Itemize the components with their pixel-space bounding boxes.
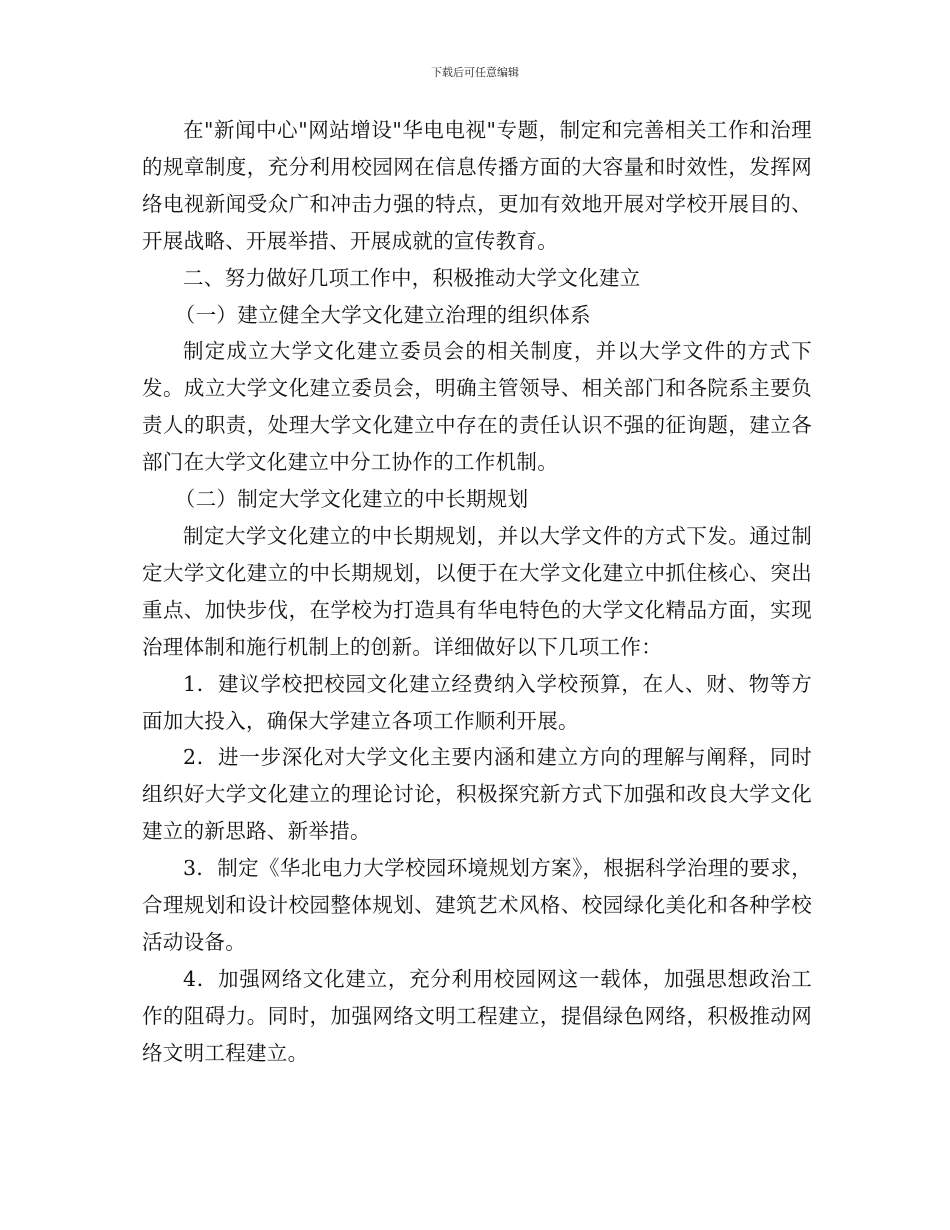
list-item-1: 1．建议学校把校园文化建立经费纳入学校预算，在人、财、物等方面加大投入，确保大学建立各项工作顺利开展。 <box>142 671 812 733</box>
section-heading-2: 二、努力做好几项工作中，积极推动大学文化建立 <box>183 265 641 290</box>
list-item-2: 2．进一步深化对大学文化主要内涵和建立方向的理解与阐释，同时组织好大学文化建立的理论讨论，积极探究新方式下加强和改良大学文化建立的新思路、新举措。 <box>142 745 812 844</box>
paragraph-news-center: 在"新闻中心"网站增设"华电电视"专题，制定和完善相关工作和治理的规章制度，充分利用校园网在信息传播方面的大容量和时效性，发挥网络电视新闻受众广和冲击力强的特点，更加有效地开展对学校开展目的、开展战略、开展举措、开展成就的宣传教育。 <box>142 118 812 253</box>
page-header: 下载后可任意编辑 <box>431 66 519 79</box>
list-item-3: 3．制定《华北电力大学校园环境规划方案》，根据科学治理的要求，合理规划和设计校园整体规划、建筑艺术风格、校园绿化美化和各种学校活动设备。 <box>142 856 812 954</box>
paragraph-long-term-plan: 制定大学文化建立的中长期规划，并以大学文件的方式下发。通过制定大学文化建立的中长期规划，以便于在大学文化建立中抓住核心、突出重点、加快步伐，在学校为打造具有华电特色的大学文化精品方面，实现治理体制和施行机制上的创新。详细做好以下几项工作： <box>142 523 812 659</box>
document-body <box>142 112 812 1072</box>
list-item-4: 4．加强网络文化建立，充分利用校园网这一载体，加强思想政治工作的阻碍力。同时，加强网络文明工程建立，提倡绿色网络，积极推动网络文明工程建立。 <box>142 966 812 1065</box>
paragraph-committee: 制定成立大学文化建立委员会的相关制度，并以大学文件的方式下发。成立大学文化建立委员会，明确主管领导、相关部门和各院系主要负责人的职责，处理大学文化建立中存在的责任认识不强的征询题，建立各部门在大学文化建立中分工协作的工作机制。 <box>142 339 812 475</box>
subsection-heading-2: （二）制定大学文化建立的中长期规划 <box>174 487 529 512</box>
subsection-heading-1: （一）建立健全大学文化建立治理的组织体系 <box>174 302 591 327</box>
